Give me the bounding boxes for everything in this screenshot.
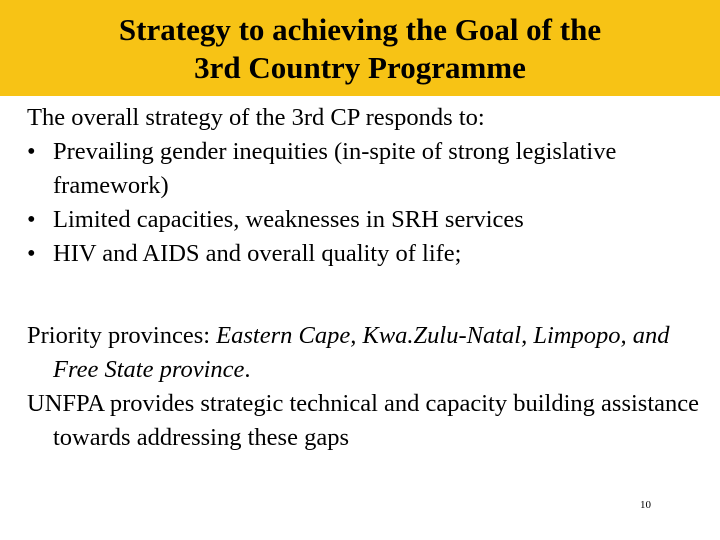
- bullet-text: HIV and AIDS and overall quality of life;: [53, 240, 462, 267]
- unfpa-paragraph: UNFPA provides strategic technical and capacity building assistance towards addressing these gaps: [27, 390, 700, 451]
- bullet-item: [27, 135, 707, 203]
- slide-title-line-1: Strategy to achieving the Goal of the: [118, 12, 602, 47]
- title-bar: [0, 0, 720, 96]
- priority-end: .: [244, 356, 251, 383]
- bullet-item: [27, 237, 707, 271]
- slide-body: [27, 101, 707, 455]
- bullet-text: Prevailing gender inequities (in-spite of strong legislative framework): [53, 138, 617, 199]
- bullet-icon: •: [27, 138, 36, 165]
- bullet-list: [27, 135, 707, 271]
- priority-provinces-paragraph: [27, 319, 707, 387]
- intro-text: The overall strategy of the 3rd CP responds to:: [27, 104, 485, 131]
- priority-provinces-list: Eastern Cape, Kwa.Zulu-Natal, Limpopo, and Free State province: [53, 322, 670, 383]
- spacer: [27, 271, 707, 319]
- bullet-item: [27, 203, 707, 237]
- bullet-icon: •: [27, 240, 36, 267]
- slide-title-line-2: 3rd Country Programme: [194, 50, 526, 85]
- priority-label: Priority provinces:: [27, 322, 217, 349]
- bullet-icon: •: [27, 206, 36, 233]
- slide-number: 10: [640, 499, 651, 511]
- bullet-text: Limited capacities, weaknesses in SRH services: [53, 206, 524, 233]
